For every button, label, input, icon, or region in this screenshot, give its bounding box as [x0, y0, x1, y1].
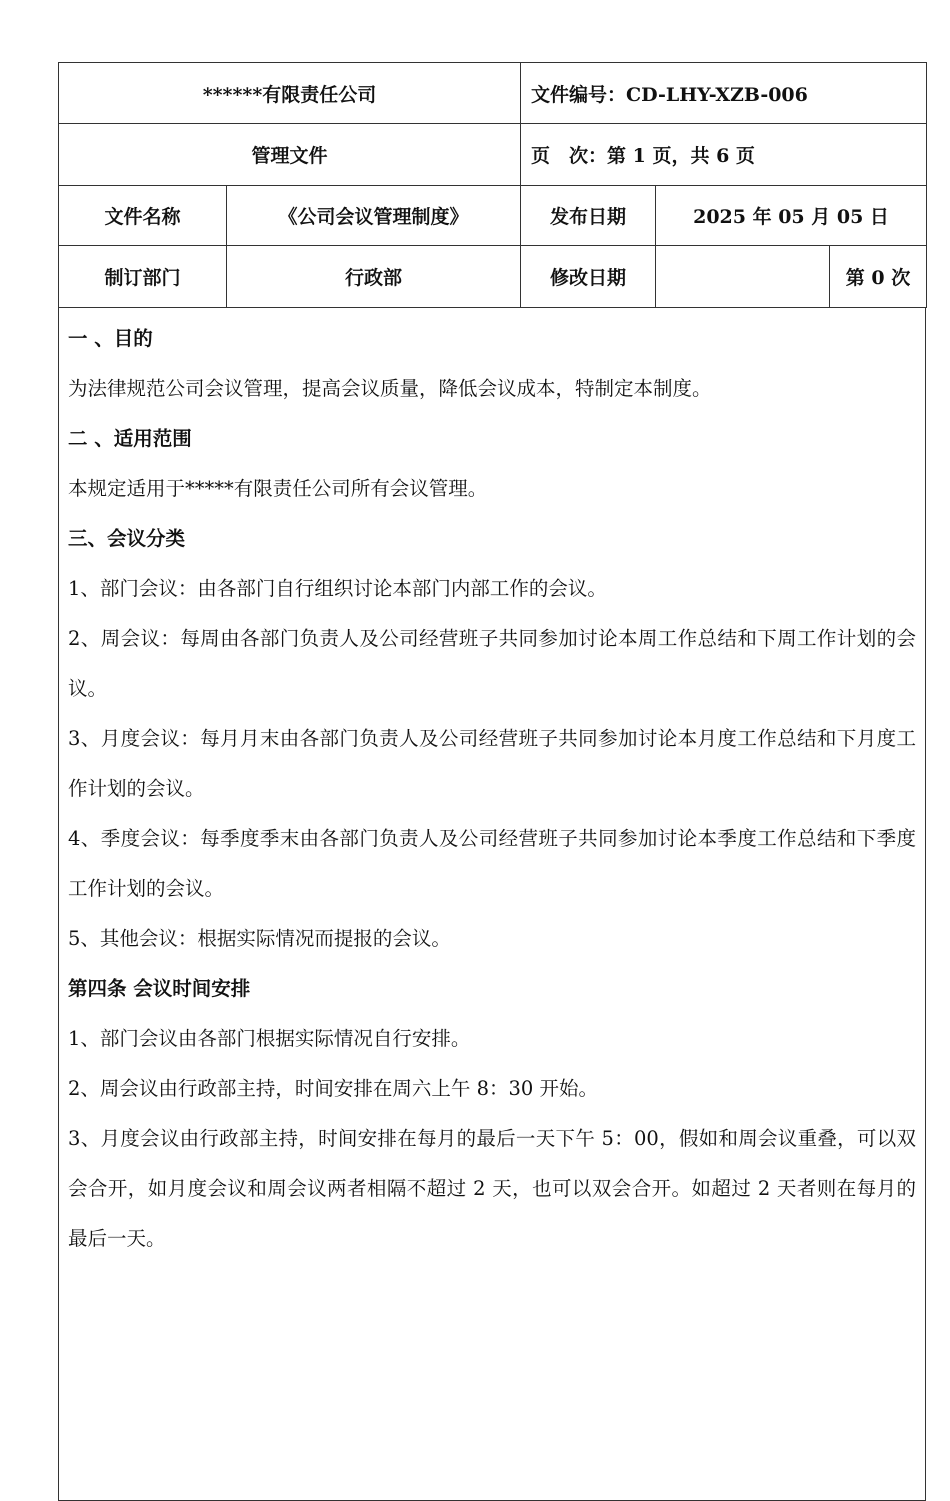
list-item: 3、月度会议：每月月末由各部门负责人及公司经营班子共同参加讨论本月度工作总结和下月度工作计划的会议。 [68, 727, 916, 800]
revise-date-label: 修改日期 [521, 246, 656, 308]
revise-date-value [656, 246, 830, 308]
department-value: 行政部 [227, 246, 521, 308]
company-name: ******有限责任公司 [59, 63, 521, 124]
department-label: 制订部门 [59, 246, 227, 308]
file-name-value: 《公司会议管理制度》 [227, 186, 521, 246]
list-item: 3、月度会议由行政部主持，时间安排在每月的最后一天下午 5：00，假如和周会议重叠，可以双会合开，如月度会议和周会议两者相隔不超过 2 天，也可以双会合开。如超过 2 天者则在每月的最后一天。 [68, 1127, 916, 1250]
list-item: 1、部门会议由各部门根据实际情况自行安排。 [68, 1027, 471, 1050]
page-info: 页 次：第 1 页，共 6 页 [521, 124, 927, 186]
list-item: 2、周会议由行政部主持，时间安排在周六上午 8：30 开始。 [68, 1077, 599, 1100]
paragraph: 本规定适用于*****有限责任公司所有会议管理。 [68, 477, 488, 500]
document-body [58, 308, 926, 1501]
publish-date-value: 2025 年 05 月 05 日 [656, 186, 927, 246]
section-title-purpose: 一 、目的 [68, 327, 153, 350]
section-title-schedule: 第四条 会议时间安排 [68, 977, 251, 1000]
document-header-table [58, 62, 927, 308]
list-item: 5、其他会议：根据实际情况而提报的会议。 [68, 927, 451, 950]
section-title-scope: 二 、适用范围 [68, 427, 192, 450]
publish-date-label: 发布日期 [521, 186, 656, 246]
document-number: 文件编号：CD-LHY-XZB-006 [521, 63, 927, 124]
list-item: 4、季度会议：每季度季末由各部门负责人及公司经营班子共同参加讨论本季度工作总结和下季度工作计划的会议。 [68, 827, 916, 900]
section-title-classification: 三、会议分类 [68, 527, 186, 550]
list-item: 1、部门会议：由各部门自行组织讨论本部门内部工作的会议。 [68, 577, 607, 600]
revision-count: 第 0 次 [830, 246, 927, 308]
document-page [58, 62, 926, 1501]
list-item: 2、周会议：每周由各部门负责人及公司经营班子共同参加讨论本周工作总结和下周工作计划的会议。 [68, 627, 916, 700]
file-name-label: 文件名称 [59, 186, 227, 246]
paragraph: 为法律规范公司会议管理，提高会议质量，降低会议成本，特制定本制度。 [68, 377, 712, 400]
document-type: 管理文件 [59, 124, 521, 186]
